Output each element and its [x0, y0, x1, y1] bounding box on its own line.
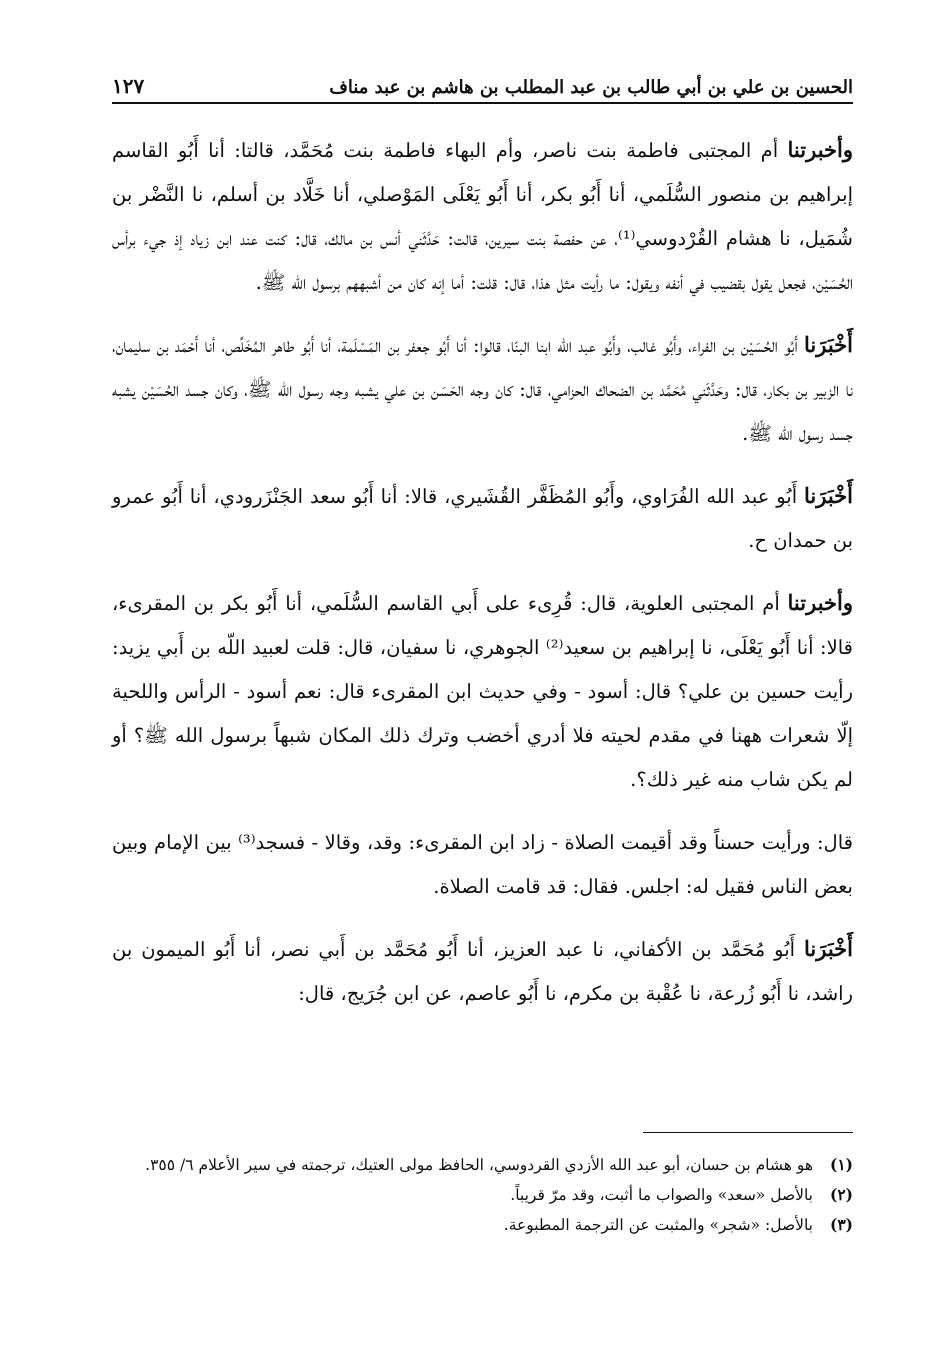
- footnote-3: [112, 1210, 853, 1240]
- footnote-2: [112, 1180, 853, 1210]
- footnote-text: هو هشام بن حسان، أبو عبد الله الأزدي القردوسي، الحافظ مولى العتيك، ترجمته في سير الأعلام ٦/ ٣٥٥.: [145, 1156, 813, 1174]
- footnote-1: [112, 1150, 853, 1180]
- paragraph-lead: وأخبرتنا: [787, 590, 853, 615]
- paragraph-text: أَبُو مُحَمَّد بن الأكفاني، نا عبد العزيز، أنا أَبُو مُحَمَّد بن أَبي نصر، أنا أَبُو الميمون بن راشد، نا أَبُو زُرعة، نا عُقْبة بن مكرم، نا أَبُو عاصم، عن ابن جُرَيج، قال:: [112, 938, 853, 1005]
- footnote-separator: [643, 1132, 853, 1133]
- paragraph-text: أم المجتبى فاطمة بنت ناصر، وأم البهاء فاطمة بنت مُحَمَّد، قالتا: أنا أَبُو القاسم إبراهيم بن منصور السُّلَمي، أنا أَبُو بكر، أنا أَبُو يَعْلَى المَوْصلي، أنا خَلَّاد بن أسلم، نا النَّضْر بن شُمَيل، نا هشام القُرْدوسي⁽¹⁾، عن حفصة بنت سيرين، قالت: حَدَّثَني أنس بن مالك، قال: كنت عند ابن زياد إذ جيء برأس الحُسَيْن، فجعل يقول بقضيب في أنفه ويقول: ما رأيت مثل هذا، قال: قلت: أما إنه كان من أشبههم برسول الله ﷺ.: [112, 139, 853, 294]
- paragraph-lead: أَخْبَرَنا: [804, 332, 853, 357]
- paragraph-text: قال: ورأيت حسناً وقد أقيمت الصلاة - زاد ابن المقرىء: وقد، وقالا - فسجد⁽³⁾ بين الإمام وبين بعض الناس فقيل له: اجلس. فقال: قد قامت الصلاة.: [112, 831, 853, 898]
- paragraph-text: أَبُو الحُسَيْن بن الفراء، وأَبُو غالب، وأَبُو عبد الله ابنا البنّا، قالوا: أنا أَبُو جعفر بن المَسْلَمة، أنا أَبُو طاهر المُخَلِّص، أنا أَحْمَد بن سليمان، نا الزبير بن بكار، قال: وحَدَّثَني مُحَمَّد بن الضحاك الحزامي، قال: كان وجه الحَسَن بن علي يشبه وجه رسول الله ﷺ، وكان جسد الحُسَيْن يشبه جسد رسول الله ﷺ.: [112, 334, 853, 445]
- paragraph-6: [112, 927, 853, 1016]
- footnote-number: (٢): [829, 1185, 853, 1204]
- paragraph-2: [112, 323, 853, 456]
- paragraph-4: [112, 581, 853, 802]
- page-number: ١٢٧: [112, 74, 145, 98]
- footnote-text: بالأصل «سعد» والصواب ما أثبت، وقد مرّ قريباً.: [510, 1186, 813, 1204]
- footnote-number: (١): [829, 1155, 853, 1174]
- paragraph-lead: أَخْبَرَنا: [804, 936, 853, 961]
- running-header: [112, 58, 853, 104]
- header-title: الحسين بن علي بن أبي طالب بن عبد المطلب بن هاشم بن عبد مناف: [329, 77, 853, 98]
- paragraph-lead: أَخْبَرَنا: [804, 483, 853, 508]
- paragraph-text: أَبُو عبد الله الفُرَاوي، وأَبُو المُظَفَّر القُشَيري، قالا: أنا أَبُو سعد الجَنْزَرودي، أنا أَبُو عمرو بن حمدان ح.: [112, 485, 853, 552]
- paragraph-text: أم المجتبى العلوية، قال: قُرِىء على أَبي القاسم السُّلَمي، أنا أَبُو بكر بن المقرىء، قالا: أنا أَبُو يَعْلَى، نا إبراهيم بن سعيد⁽²⁾ الجوهري، نا سفيان، قال: قلت لعبيد اللّه بن أَبي يزيد: رأيت حسين بن علي؟ قال: أسود - وفي حديث ابن المقرىء قال: نعم أسود - الرأس واللحية إلّا شعرات ههنا في مقدم لحيته فلا أدري أخضب وترك ذلك المكان شبهاً برسول الله ﷺ؟ أو لم يكن شاب منه غير ذلك؟.: [112, 592, 853, 791]
- paragraph-3: [112, 474, 853, 563]
- footnotes: [112, 1150, 853, 1240]
- main-text: [112, 128, 853, 1034]
- paragraph-lead: وأخبرتنا: [787, 137, 853, 162]
- footnote-text: بالأصل: «شجر» والمثبت عن الترجمة المطبوعة.: [503, 1216, 813, 1234]
- paragraph-1: [112, 128, 853, 305]
- paragraph-5: [112, 820, 853, 909]
- footnote-number: (٣): [829, 1215, 853, 1234]
